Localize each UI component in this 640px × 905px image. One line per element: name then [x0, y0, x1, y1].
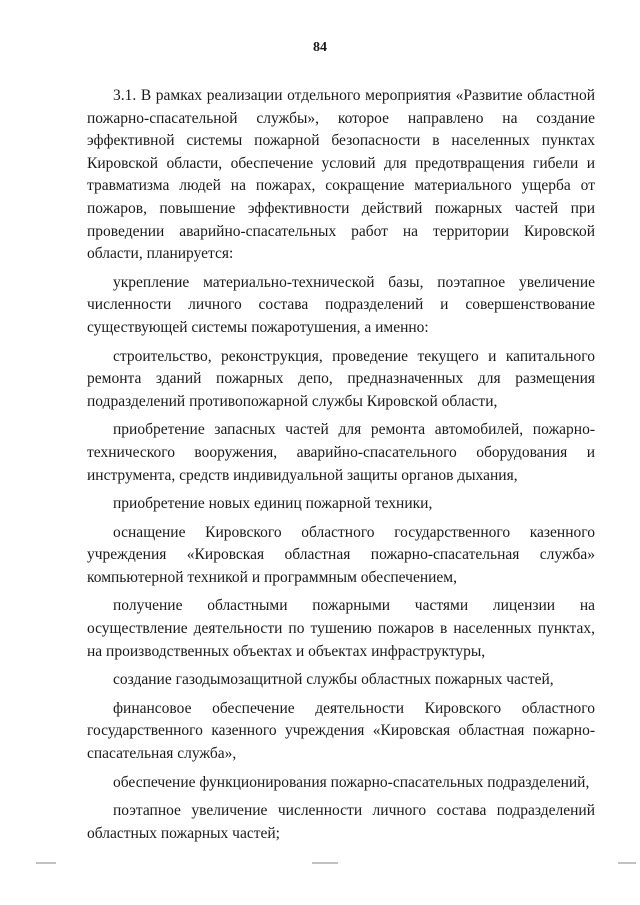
paragraph-staff-increase: поэтапное увеличение численности личного состава подразделений областных пожарных частей; — [87, 802, 595, 842]
paragraph-gas-smoke-service: создание газодымозащитной службы областных пожарных частей, — [113, 671, 554, 689]
paragraph-construction: строительство, реконструкция, проведение текущего и капитального ремонта зданий пожарных депо, предназначенных для размещения подразделений противопожарной службы Кировской области, — [87, 347, 595, 410]
paragraph-material-base: укрепление материально-технической базы, поэтапное увеличение численности личного состава подразделений и совершенствование существующей системы пожаротушения, а именно: — [87, 273, 595, 336]
scan-artifact-center — [312, 862, 338, 864]
paragraph-new-equipment: приобретение новых единиц пожарной техники, — [113, 495, 433, 513]
paragraph-license: получение областными пожарными частями лицензии на осуществление деятельности по тушению пожаров в населенных пунктах, на производственных объектах и объектах инфраструктуры, — [87, 597, 595, 660]
document-body — [87, 85, 595, 851]
paragraph-computer-equipment: оснащение Кировского областного государственного казенного учреждения «Кировская областная пожарно-спасательная служба» компьютерной техникой и программным обеспечением, — [87, 523, 595, 586]
scan-artifact-right — [618, 862, 636, 864]
paragraph-financing: финансовое обеспечение деятельности Кировского областного государственного казенного учреждения «Кировская областная пожарно-спасательная служба», — [87, 699, 595, 763]
scan-artifact-left — [36, 862, 56, 864]
paragraph-intro: 3.1. В рамках реализации отдельного мероприятия «Развитие областной пожарно-спасательной службы», которое направлено на создание эффективной системы пожарной безопасности в населенных пунктах Кировской области, обеспечение условий для предотвращения гибели и травматизма людей на пожарах, сокращение материального ущерба от пожаров, повышение эффективности действий пожарных частей при проведении аварийно-спасательных работ на территории Кировской области, планируется: — [87, 87, 595, 263]
paragraph-spare-parts: приобретение запасных частей для ремонта автомобилей, пожарно-технического вооружения, аварийно-спасательного оборудования и инструмента, средств индивидуальной защиты органов дыхания, — [87, 421, 595, 484]
paragraph-functioning: обеспечение функционирования пожарно-спасательных подразделений, — [113, 773, 590, 791]
page-number: 84 — [313, 40, 327, 55]
